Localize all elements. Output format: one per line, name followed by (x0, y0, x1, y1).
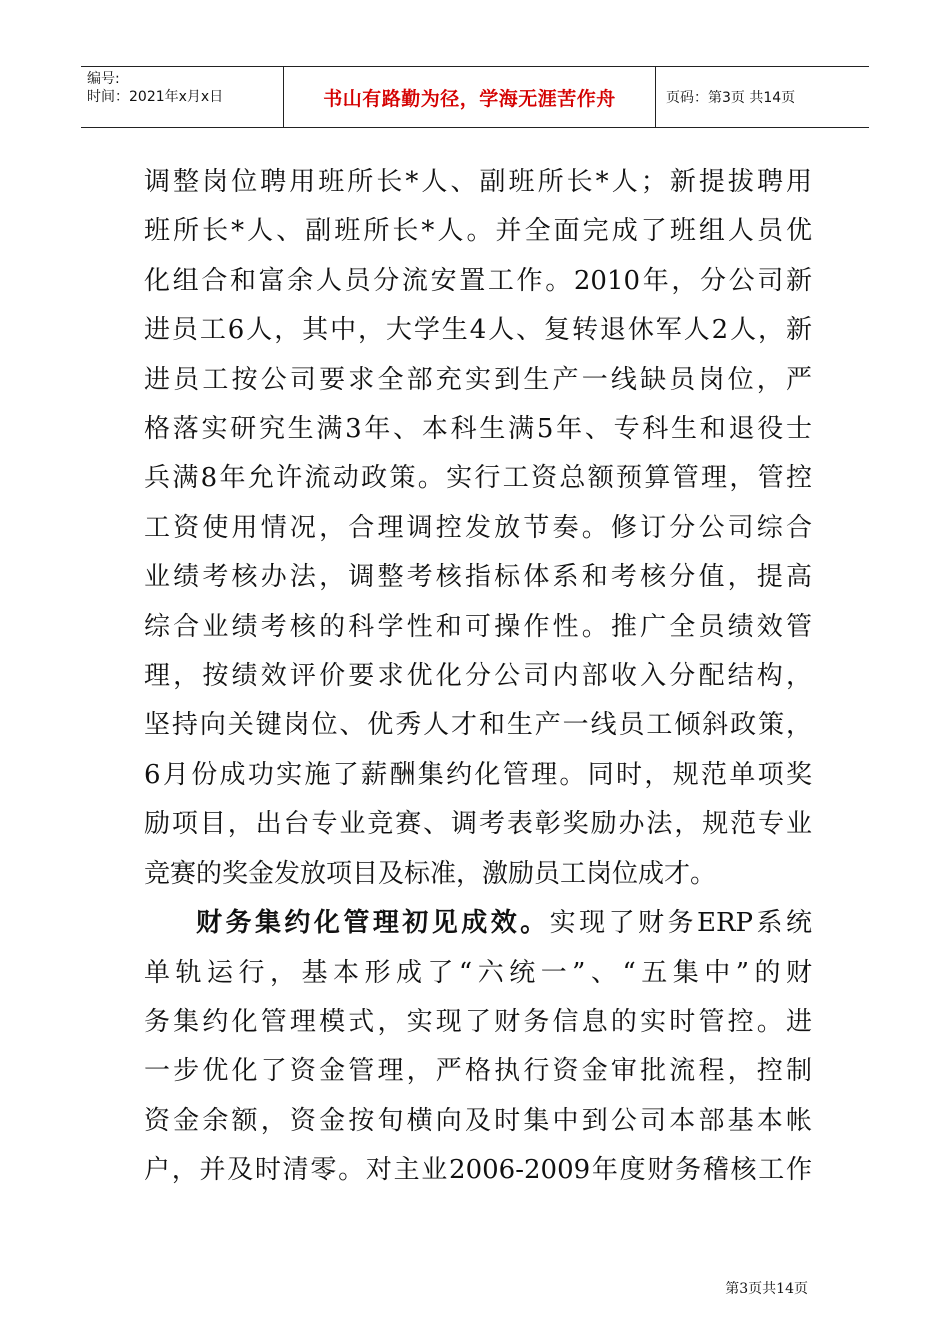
text-line: 班所长*人、副班所长*人。并全面完成了班组人员优 (144, 216, 812, 247)
text-line: 格落实研究生满3年、本科生满5年、专科生和退役士 (144, 414, 812, 445)
page-header (81, 66, 869, 128)
text-line: 6月份成功实施了薪酬集约化管理。同时，规范单项奖 (144, 759, 812, 790)
header-motto: 书山有路勤为径，学海无涯苦作舟 (323, 87, 616, 110)
text-line: 单轨运行，基本形成了“六统一”、“五集中”的财 (144, 957, 812, 988)
document-time: 时间：2021年x月x日 (87, 89, 224, 105)
header-motto-cell (284, 67, 656, 127)
paragraph-finance-management (144, 899, 812, 1195)
footer-page-number: 第3页共14页 (725, 1281, 808, 1297)
text-line: 综合业绩考核的科学性和可操作性。推广全员绩效管 (144, 611, 812, 642)
document-number-label: 编号: (87, 71, 120, 87)
text-line: 工资使用情况，合理调控发放节奏。修订分公司综合 (144, 512, 812, 543)
text-line: 化组合和富余人员分流安置工作。2010年，分公司新 (144, 265, 812, 296)
text-line-rest: 实现了财务ERP系统 (549, 908, 812, 939)
text-line-first (144, 899, 812, 948)
text-line: 户，并及时清零。对主业2006-2009年度财务稽核工作 (144, 1155, 812, 1186)
header-page-code-cell (656, 67, 869, 127)
text-line: 业绩考核办法，调整考核指标体系和考核分值，提高 (144, 562, 812, 593)
text-line: 兵满8年允许流动政策。实行工资总额预算管理，管控 (144, 463, 812, 494)
text-line: 进员工6人，其中，大学生4人、复转退休军人2人，新 (144, 315, 812, 346)
text-line: 务集约化管理模式，实现了财务信息的实时管控。进 (144, 1006, 812, 1037)
text-line: 竞赛的奖金发放项目及标准，激励员工岗位成才。 (144, 858, 717, 889)
header-page-code: 页码：第3页 共14页 (666, 90, 796, 106)
document-body (144, 158, 812, 1196)
header-meta (81, 67, 284, 127)
text-line: 坚持向关键岗位、优秀人才和生产一线员工倾斜政策， (144, 710, 812, 741)
page-footer (725, 1278, 808, 1298)
paragraph-hr-management (144, 158, 812, 899)
text-line: 一步优化了资金管理，严格执行资金审批流程，控制 (144, 1056, 812, 1087)
paragraph-lead-heading: 财务集约化管理初见成效。 (196, 908, 550, 939)
text-line: 进员工按公司要求全部充实到生产一线缺员岗位，严 (144, 364, 812, 395)
text-line: 资金余额，资金按旬横向及时集中到公司本部基本帐 (144, 1105, 812, 1136)
text-line: 励项目，出台专业竞赛、调考表彰奖励办法，规范专业 (144, 809, 812, 840)
text-line: 调整岗位聘用班所长*人、副班所长*人；新提拔聘用 (144, 167, 812, 197)
text-line: 理，按绩效评价要求优化分公司内部收入分配结构， (144, 661, 812, 692)
